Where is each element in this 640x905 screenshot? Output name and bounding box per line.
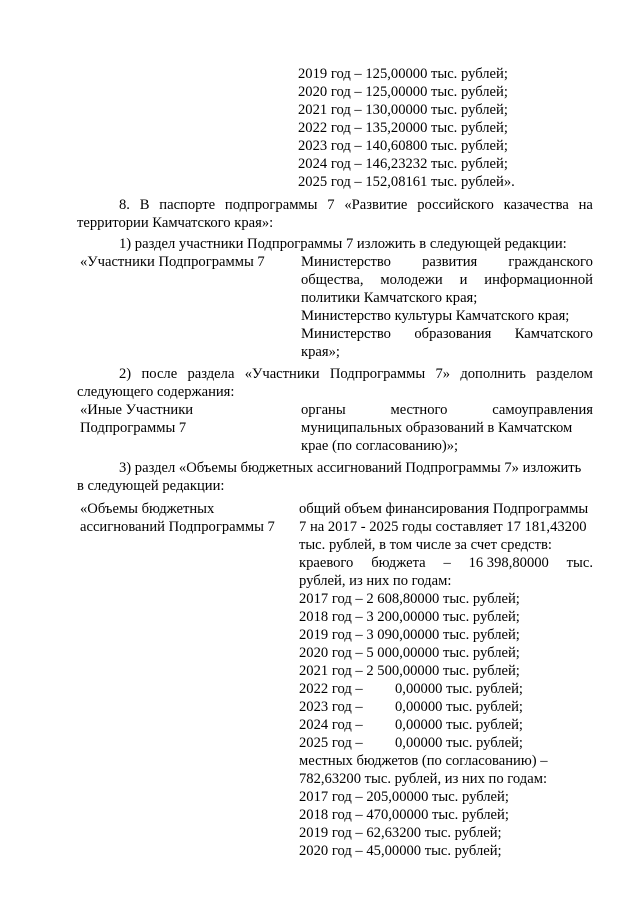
regional-year-line: 2020 год – 5 000,00000 тыс. рублей; [299, 645, 520, 661]
word: 16 398,80000 [468, 555, 549, 571]
word: на [578, 197, 593, 213]
word: образования [414, 326, 492, 342]
budget-value-line3: тыс. рублей, в том числе за счет средств: [299, 537, 552, 553]
participants-value-line4: Министерство культуры Камчатского края; [301, 308, 570, 324]
participants-value-line1 [301, 254, 593, 271]
word: развития [422, 254, 478, 270]
local-year-line: 2019 год – 62,63200 тыс. рублей; [299, 825, 502, 841]
word: – [443, 555, 451, 571]
word: В [139, 197, 150, 213]
word: дополнить [460, 366, 526, 382]
word: Камчатского [514, 326, 593, 342]
item8-paragraph-line2: территории Камчатского края»: [77, 215, 274, 231]
year-line: 2022 год – 135,20000 тыс. рублей; [298, 120, 508, 136]
word: тыс. [566, 555, 593, 571]
item8-paragraph-line1 [119, 197, 593, 214]
word: 7» [435, 366, 451, 382]
word: «Развитие [344, 197, 408, 213]
word: общества, [301, 272, 364, 288]
participants-value-line6: края»; [301, 344, 340, 360]
amount: 0,00000 тыс. рублей; [395, 735, 523, 751]
word: гражданского [508, 254, 593, 270]
sub2-paragraph-line2: следующего содержания: [77, 384, 235, 400]
amount: 0,00000 тыс. рублей; [395, 717, 523, 733]
sub3-heading-line2: в следующей редакции: [77, 478, 225, 494]
other-participants-value-line2: муниципальных образований в Камчатском [301, 420, 573, 436]
word: бюджета [371, 555, 426, 571]
other-participants-label-line1: «Иные Участники [80, 402, 194, 418]
word: Подпрограммы [329, 366, 426, 382]
word: 8. [119, 197, 130, 213]
word: молодежи [380, 272, 443, 288]
year-line: 2021 год – 130,00000 тыс. рублей; [298, 102, 508, 118]
sub2-paragraph-line1 [119, 366, 593, 383]
sub1-heading: 1) раздел участники Подпрограммы 7 изложить в следующей редакции: [119, 236, 567, 252]
local-budget-line2: 782,63200 тыс. рублей, из них по годам: [299, 771, 548, 787]
year-label: 2025 год – [299, 735, 363, 751]
year-line: 2019 год – 125,00000 тыс. рублей; [298, 66, 508, 82]
other-participants-label-line2: Подпрограммы 7 [80, 420, 187, 436]
word: паспорте [159, 197, 216, 213]
word: Министерство [301, 326, 391, 342]
regional-year-line [299, 717, 523, 734]
budget-label-line2: ассигнований Подпрограммы 7 [80, 519, 275, 535]
participants-value-line5 [301, 326, 593, 343]
year-label: 2024 год – [299, 717, 363, 733]
budget-label-line1: «Объемы бюджетных [80, 501, 215, 517]
year-label: 2023 год – [299, 699, 363, 715]
participants-value-line2 [301, 272, 593, 289]
word: местного [390, 402, 448, 418]
year-line: 2025 год – 152,08161 тыс. рублей». [298, 174, 515, 190]
amount: 0,00000 тыс. рублей; [395, 681, 523, 697]
local-year-line: 2020 год – 45,00000 тыс. рублей; [299, 843, 502, 859]
regional-year-line [299, 681, 523, 698]
amount: 0,00000 тыс. рублей; [395, 699, 523, 715]
local-budget-line1: местных бюджетов (по согласованию) – [299, 753, 548, 769]
word: Министерство [301, 254, 391, 270]
participants-label: «Участники Подпрограммы 7 [80, 254, 265, 270]
local-year-line: 2018 год – 470,00000 тыс. рублей; [299, 807, 509, 823]
regional-year-line: 2019 год – 3 090,00000 тыс. рублей; [299, 627, 520, 643]
word: российского [417, 197, 494, 213]
regional-year-line [299, 735, 523, 752]
budget-value-line1: общий объем финансирования Подпрограммы [299, 501, 589, 517]
regional-year-line [299, 699, 523, 716]
word: раздела [187, 366, 235, 382]
year-line: 2023 год – 140,60800 тыс. рублей; [298, 138, 508, 154]
other-participants-value-line1 [301, 402, 593, 419]
budget-value-line2: 7 на 2017 - 2025 годы составляет 17 181,43200 [299, 519, 587, 535]
year-line: 2024 год – 146,23232 тыс. рублей; [298, 156, 508, 172]
year-line: 2020 год – 125,00000 тыс. рублей; [298, 84, 508, 100]
word: казачества [503, 197, 569, 213]
word: подпрограммы [224, 197, 318, 213]
sub3-heading-line1: 3) раздел «Объемы бюджетных ассигнований Подпрограммы 7» изложить [119, 460, 582, 476]
word: краевого [299, 555, 354, 571]
word: разделом [536, 366, 593, 382]
word: после [141, 366, 178, 382]
word: 2) [119, 366, 132, 382]
word: и [459, 272, 468, 288]
regional-year-line: 2018 год – 3 200,00000 тыс. рублей; [299, 609, 520, 625]
word: «Участники [244, 366, 320, 382]
local-year-line: 2017 год – 205,00000 тыс. рублей; [299, 789, 509, 805]
word: самоуправления [492, 402, 593, 418]
word: 7 [327, 197, 335, 213]
budget-value-line5: рублей, из них по годам: [299, 573, 452, 589]
regional-year-line: 2017 год – 2 608,80000 тыс. рублей; [299, 591, 520, 607]
regional-year-line: 2021 год – 2 500,00000 тыс. рублей; [299, 663, 520, 679]
year-label: 2022 год – [299, 681, 363, 697]
word: информационной [484, 272, 593, 288]
other-participants-value-line3: крае (по согласованию)»; [301, 438, 459, 454]
budget-value-line4 [299, 555, 593, 572]
word: органы [301, 402, 346, 418]
participants-value-line3: политики Камчатского края; [301, 290, 478, 306]
